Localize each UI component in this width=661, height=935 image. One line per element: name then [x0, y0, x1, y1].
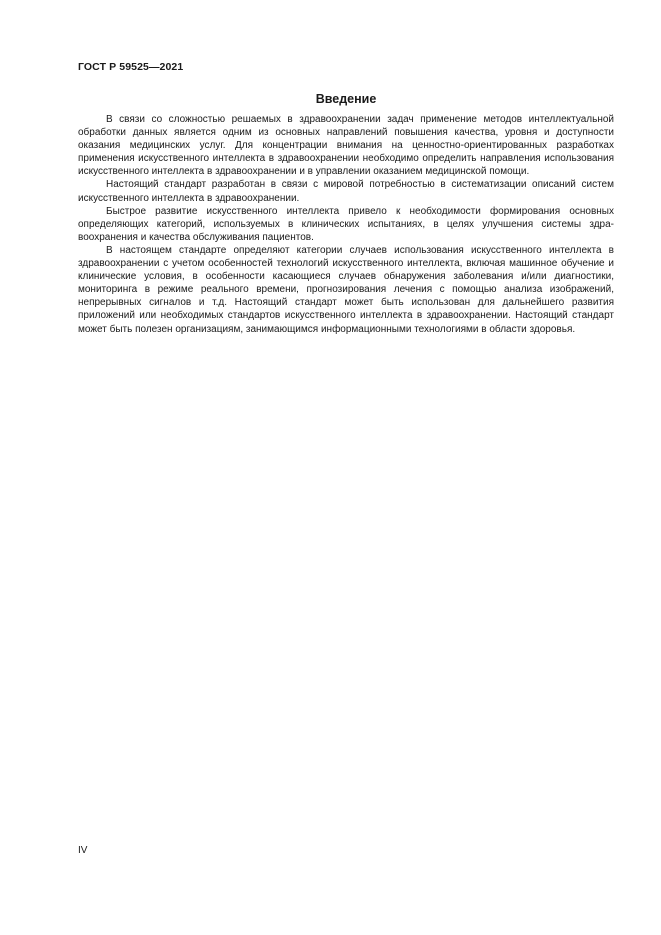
paragraph: Быстрое развитие искусственного интеллекта привело к необходимости формирования основных определяющих категорий, используемых в клинических испытаниях, в целях улучшения системы здравоохранения и качества обслуживания пациентов.: [78, 205, 614, 243]
paragraph: В связи со сложностью решаемых в здравоохранении задач применение методов интеллектуальной обработки данных является одним из основных направлений повышения качества, уровня и доступности оказания медицинских услуг. Для концентрации внимания на ценностно-ориентированных разработках применения искусственного интеллекта в здравоохранении необходимо определить направления использования искусственного интеллекта в здравоохранении и в управлении оказанием медицинской помощи.: [78, 114, 614, 178]
paragraph: Настоящий стандарт разработан в связи с мировой потребностью в систематизации описаний систем искусственного интеллекта в здравоохранении.: [78, 179, 614, 204]
page-number: IV: [78, 845, 88, 856]
body-text: [78, 113, 614, 336]
document-id: ГОСТ Р 59525—2021: [78, 61, 184, 73]
section-title: Введение: [315, 92, 377, 106]
paragraph: В настоящем стандарте определяют категории случаев использования искусственного интеллекта в здравоохранении с учетом особенностей технологий искусственного интеллекта, включая машинное обучение и клинические условия, в особенности касающиеся случаев обнаружения заболевания и/или диагностики, мониторинга в режиме реального времени, прогнозирования лечения с помощью анализа изображений, непрерывных сигналов и т.д. Настоящий стандарт может быть использован для дальнейшего развития приложений или необходимых стандартов искусственного интеллекта в здравоохранении. Настоящий стандарт может быть полезен организациям, занимающимся информационными технологиями в области здоровья.: [78, 244, 614, 335]
